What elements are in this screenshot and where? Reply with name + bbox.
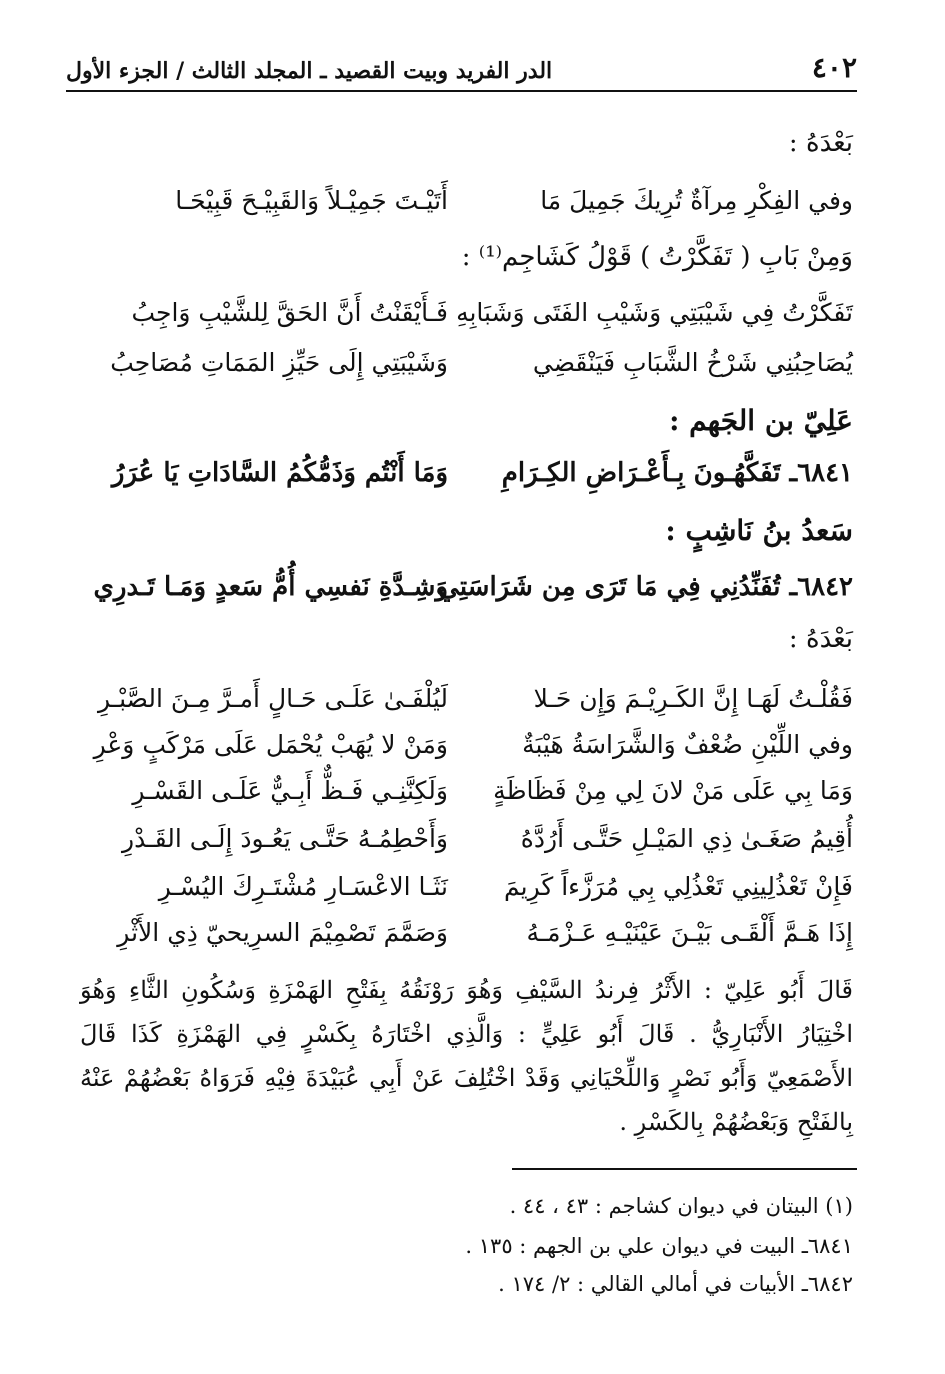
verse-3-first-hemistich: يُصَاحِبُنِي شَرْخُ الشَّبَابِ فَيَنْقَضِي bbox=[532, 348, 853, 377]
intro-kushajim: وَمِنْ بَابِ ( تَفَكَّرْتُ ) قَوْلُ كَشَاجِم⁽¹⁾ : bbox=[461, 242, 853, 272]
verse-9 bbox=[88, 824, 853, 870]
verse-10-second-hemistich: نَثَـا الاعْسَـارِ مُشْتَـرِكَ اليُسْـرِ bbox=[158, 872, 448, 901]
footnote-6842: ٦٨٤٢ـ الأبيات في أمالي القالي : ٢/ ١٧٤ . bbox=[498, 1272, 853, 1296]
verse-2-first-hemistich: تَفَكَّرْتُ فِي شَيْبَتِي وَشَيْبِ الفَتَى وَشَبَابِهِ bbox=[456, 298, 853, 327]
verse-8-second-hemistich: وَلَكِنَّنِـي فَـظٌّ أَبِـيٌّ عَلَـى القَسْـرِ bbox=[132, 776, 448, 805]
verse-11-first-hemistich: إِذَا هَـمَّ أَلْقَـى بَيْـنَ عَيْنَيْـهِ عَـزْمَـهُ bbox=[526, 918, 853, 947]
verse-10 bbox=[88, 872, 853, 918]
verse-7-first-hemistich: وفي اللِّيْنِ ضُعْفٌ وَالشَّرَاسَةُ هَيْبَةٌ bbox=[522, 730, 853, 759]
verse-1-second-hemistich: أَتَيْـتَ جَمِيْـلاً وَالقَبِيْـحَ قَبِيْحَـا bbox=[175, 186, 448, 215]
page-number: ٤٠٢ bbox=[811, 51, 857, 84]
poet-heading-saad-ibn-nashib: سَعدُ بنُ نَاشِبٍ : bbox=[665, 514, 853, 547]
verse-10-first-hemistich: فَإِنْ تَعْذُلِينِي تَعْذُلِي بِي مُرَزَّءاً كَرِيمَ bbox=[504, 872, 853, 901]
verse-6-first-hemistich: فَقُلْـتُ لَهَـا إِنَّ الكَـرِيْـمَ وَإِن حَـلا bbox=[533, 684, 853, 713]
footnote-divider bbox=[512, 1168, 857, 1170]
label-after-2: بَعْدَهُ : bbox=[788, 624, 853, 654]
poet-heading-ali-ibn-al-jahm: عَلِيّ بن الجَهم : bbox=[669, 404, 853, 437]
verse-6 bbox=[88, 684, 853, 730]
verse-6-second-hemistich: لَيُلْفَـىٰ عَلَـى حَـالٍ أَمـرَّ مِـنَ الصَّبْـرِ bbox=[98, 684, 448, 713]
verse-8 bbox=[88, 776, 853, 822]
verse-3 bbox=[88, 348, 853, 394]
verse-1 bbox=[88, 186, 853, 232]
verse-11-second-hemistich: وَصَمَّمَ تَصْمِيْمَ السرِيحيّ ذِي الأَثْرِ bbox=[117, 918, 448, 947]
verse-6841-first-hemistich: ٦٨٤١ـ تَفَكَّهُـونَ بِـأَعْـرَاضِ الكِـرَامِ bbox=[501, 458, 853, 488]
verse-7 bbox=[88, 730, 853, 776]
verse-2-second-hemistich: فَـأَيْقَنْتُ أَنَّ الحَقَّ لِلشَّيْبِ وَاجِبُ bbox=[131, 298, 448, 327]
commentary-paragraph: قَالَ أَبُو عَلِيّ : الأَثْرُ فِرندُ السَّيْفِ وَهُوَ رَوْنَقُهُ بِفَتْحِ الهَمْزَةِ وَسُكُونِ الثَّاءِ وَهُوَ اخْتِيَارُ الأَنْبَارِيُّ . قَالَ أَبُو عَلِيٍّ : وَالَّذِي اخْتَارَهُ بِكَسْرٍ فِي الهَمْزَةِ كَذَا قَالَ الأَصْمَعِيّ وَأَبُو نَصْرٍ وَاللِّحْيَانِي وَقَدْ اخْتُلِفَ عَنْ أَبِي عُبَيْدَةَ فِيْهِ فَرَوَاهُ بَعْضُهُمْ عَنْهُ بِالفَتْحِ وَبَعْضُهُمْ بِالكَسْرِ . bbox=[80, 976, 853, 1136]
verse-6841-second-hemistich: وَمَا أَنْتُم وَذَمُّكُمُ السَّادَاتِ يَا عُرَرُ bbox=[111, 458, 448, 488]
verse-6842-second-hemistich: وَشِـدَّةِ نَفسِي أُمُّ سَعدٍ وَمَـا تَـدرِي bbox=[93, 572, 448, 602]
verse-6841 bbox=[88, 458, 853, 504]
verse-9-first-hemistich: أُقِيمُ صَغَـىٰ ذِي المَيْـلِ حَتَّـى أَرُدَّهُ bbox=[520, 824, 853, 853]
page-header bbox=[66, 44, 857, 92]
verse-11 bbox=[88, 918, 853, 964]
verse-6842 bbox=[88, 572, 853, 618]
running-title: الدر الفريد وبيت القصيد ـ المجلد الثالث / الجزء الأول bbox=[66, 58, 553, 84]
label-after-1: بَعْدَهُ : bbox=[788, 128, 853, 158]
verse-8-first-hemistich: وَمَا بِي عَلَى مَنْ لانَ لِي مِنْ فَظَاظَةٍ bbox=[493, 776, 853, 805]
footnote-6841: ٦٨٤١ـ البيت في ديوان علي بن الجهم : ١٣٥ . bbox=[465, 1234, 853, 1258]
verse-3-second-hemistich: وَشَيْبَتِي إِلَى حَيِّزِ المَمَاتِ مُصَاحِبُ bbox=[110, 348, 448, 377]
verse-1-first-hemistich: وفي الفِكْرِ مِرآةٌ تُرِيكَ جَمِيلَ مَا bbox=[540, 186, 853, 215]
verse-9-second-hemistich: وَأَحْطِمُـهُ حَتَّـى يَعُـودَ إِلَـى القَـدْرِ bbox=[122, 824, 448, 853]
footnote-1: (١) البيتان في ديوان كشاجم : ٤٣ ، ٤٤ . bbox=[509, 1194, 853, 1218]
verse-2 bbox=[88, 298, 853, 344]
verse-7-second-hemistich: وَمَنْ لا يُهَبْ يُحْمَل عَلَى مَرْكَبٍ وَعْرِ bbox=[93, 730, 448, 759]
verse-6842-first-hemistich: ٦٨٤٢ـ تُفَنِّدُنِي فِي مَا تَرَى مِن شَرَاسَتِي bbox=[438, 572, 853, 602]
